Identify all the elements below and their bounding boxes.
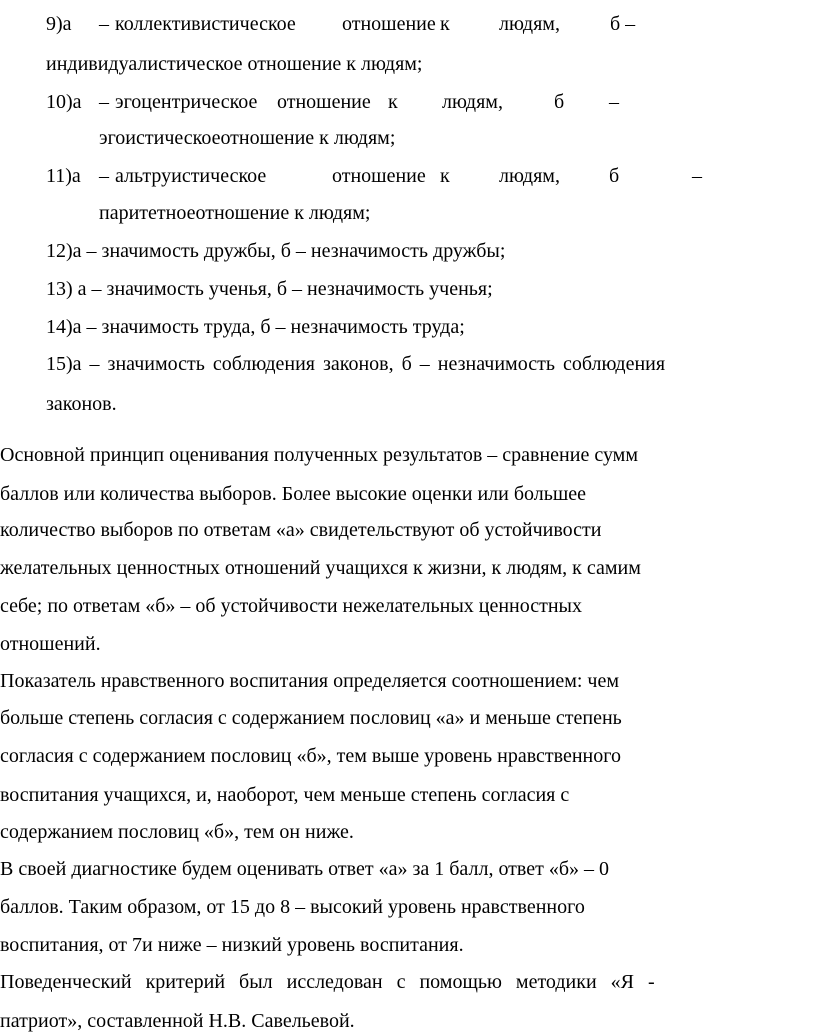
item-word: – bbox=[609, 91, 619, 113]
list-item-9-continuation: индивидуалистическое отношение к людям; bbox=[46, 53, 423, 75]
item-word: альтруистическое bbox=[115, 165, 267, 187]
item-word: к bbox=[440, 165, 450, 187]
paragraph-line: В своей диагностике будем оценивать ответ «а» за 1 балл, ответ «б» – 0 bbox=[0, 858, 610, 880]
paragraph-line: согласия с содержанием пословиц «б», тем выше уровень нравственного bbox=[0, 745, 621, 767]
paragraph-line: Основной принцип оценивания полученных результатов – сравнение сумм bbox=[0, 444, 638, 466]
item-number: 9)а bbox=[46, 13, 72, 35]
item-word: отношение bbox=[342, 13, 436, 35]
paragraph-line: количество выборов по ответам «а» свидетельствуют об устойчивости bbox=[0, 519, 602, 541]
paragraph-line: патриот», составленной Н.В. Савельевой. bbox=[0, 1010, 355, 1032]
item-word: отношение bbox=[277, 91, 371, 113]
item-word: отношение bbox=[332, 165, 426, 187]
item-word: к bbox=[388, 91, 398, 113]
list-item-12: 12)а – значимость дружбы, б – незначимость дружбы; bbox=[46, 240, 506, 262]
list-item-13: 13) а – значимость ученья, б – незначимость ученья; bbox=[46, 278, 493, 300]
list-item-14: 14)а – значимость труда, б – незначимость труда; bbox=[46, 316, 465, 338]
item-number: 10)а bbox=[46, 91, 82, 113]
item-dash: – bbox=[99, 91, 109, 113]
list-item-15: 15)а – значимость соблюдения законов, б – незначимость соблюдения bbox=[46, 353, 666, 375]
item-dash: – bbox=[99, 13, 109, 35]
list-item-11 bbox=[0, 164, 816, 188]
paragraph-line: воспитания учащихся, и, наоборот, чем меньше степень согласия с bbox=[0, 784, 570, 806]
item-word: людям, bbox=[499, 165, 560, 187]
list-item-15-continuation: законов. bbox=[46, 393, 117, 415]
paragraph-line: содержанием пословиц «б», тем он ниже. bbox=[0, 821, 354, 843]
paragraph-line: отношений. bbox=[0, 633, 101, 655]
paragraph-line: Поведенческий критерий был исследован с помощью методики «Я - bbox=[0, 971, 655, 993]
item-word: к bbox=[440, 13, 450, 35]
paragraph-line: баллов или количества выборов. Более высокие оценки или большее bbox=[0, 483, 587, 505]
item-word: б bbox=[554, 91, 565, 113]
item-word: эгоцентрическое bbox=[115, 91, 258, 113]
item-word: людям, bbox=[442, 91, 503, 113]
list-item-10 bbox=[0, 90, 816, 114]
paragraph-line: воспитания, от 7и ниже – низкий уровень воспитания. bbox=[0, 934, 464, 956]
item-word: б – bbox=[610, 13, 636, 35]
item-word: б bbox=[609, 165, 620, 187]
item-word: – bbox=[692, 165, 702, 187]
list-item-9 bbox=[0, 12, 816, 36]
list-item-11-continuation: паритетноеотношение к людям; bbox=[99, 202, 371, 224]
paragraph-line: себе; по ответам «б» – об устойчивости нежелательных ценностных bbox=[0, 595, 582, 617]
paragraph-line: больше степень согласия с содержанием пословиц «а» и меньше степень bbox=[0, 707, 622, 729]
item-number: 11)а bbox=[46, 165, 81, 187]
item-dash: – bbox=[99, 165, 109, 187]
item-word: людям, bbox=[499, 13, 560, 35]
paragraph-line: желательных ценностных отношений учащихся к жизни, к людям, к самим bbox=[0, 557, 641, 579]
item-word: коллективистическое bbox=[115, 13, 296, 35]
paragraph-line: баллов. Таким образом, от 15 до 8 – высокий уровень нравственного bbox=[0, 896, 585, 918]
paragraph-line: Показатель нравственного воспитания определяется соотношением: чем bbox=[0, 670, 620, 692]
list-item-10-continuation: эгоистическоеотношение к людям; bbox=[99, 127, 396, 149]
